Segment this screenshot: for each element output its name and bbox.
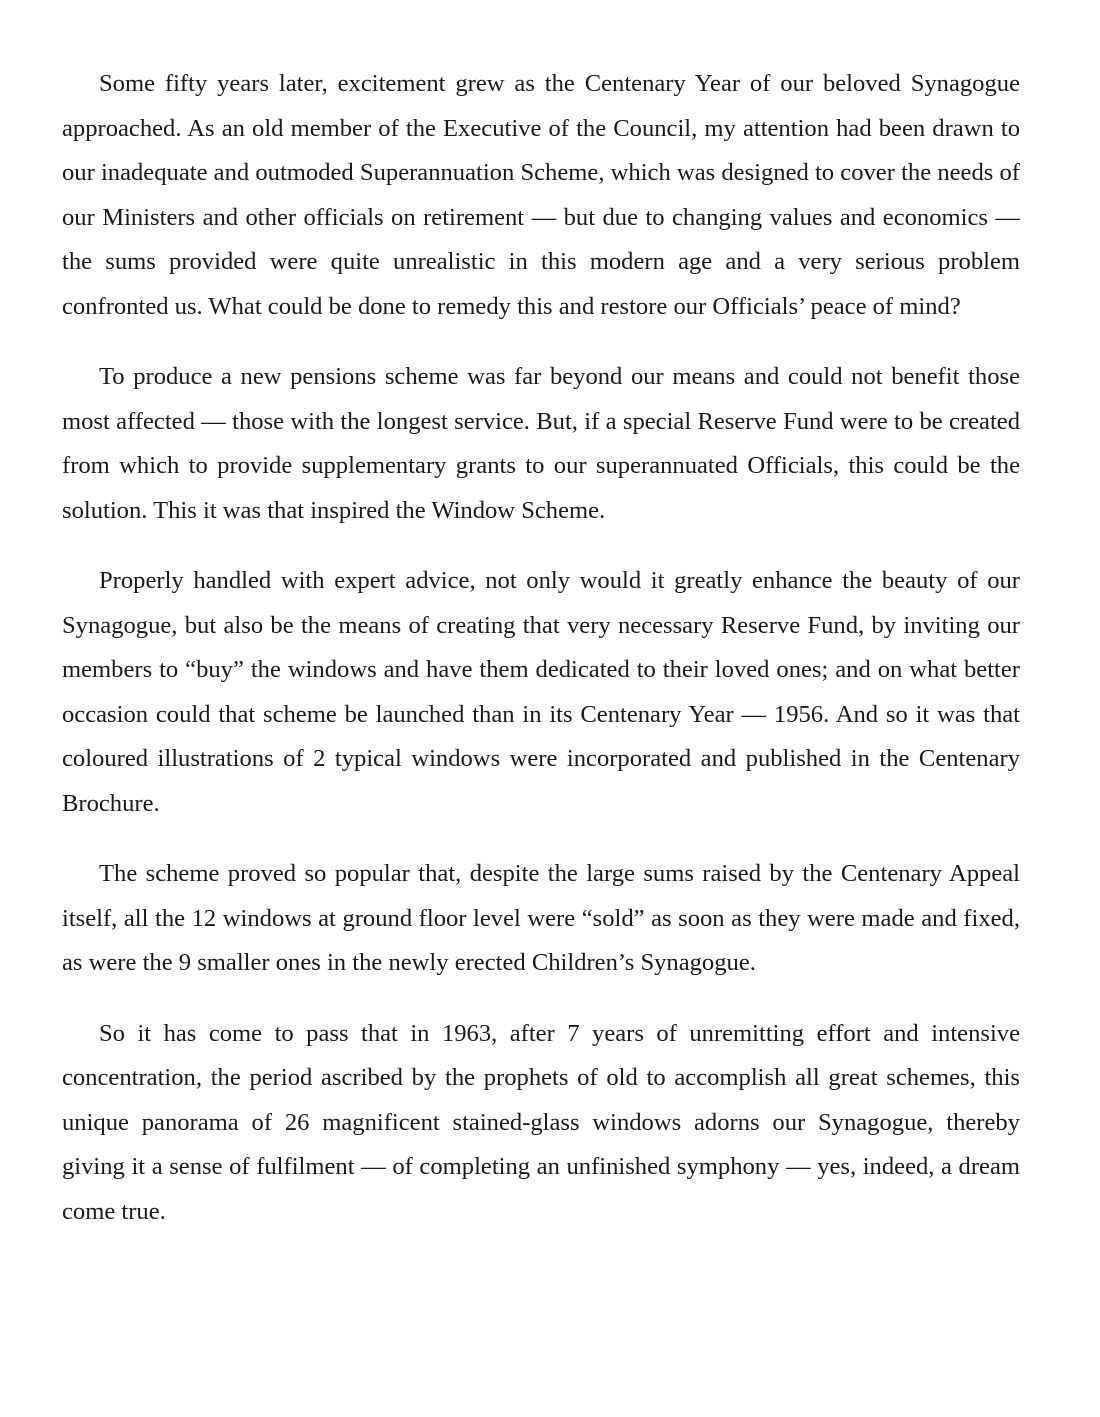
paragraph-fulfilment: So it has come to pass that in 1963, after 7 years of unremitting effort and intensive concentration, the period ascribed by the prophets of old to accomplish all great schemes, this unique panorama of 26 magnificent stained-glass windows adorns our Synagogue, thereby giving it a sense of fulfilment — of completing an unfinished symphony — yes, indeed, a dream come true.	[62, 1019, 1020, 1225]
paragraph-scheme-popularity: The scheme proved so popular that, despite the large sums raised by the Centenary Appeal itself, all the 12 windows at ground floor level were “sold” as soon as they were made and fixed, as were the 9 smaller ones in the newly erected Children’s Synagogue.	[62, 860, 1020, 976]
document-page	[62, 62, 1020, 1234]
paragraph-reserve-fund: To produce a new pensions scheme was far beyond our means and could not benefit those most affected — those with the longest service. But, if a special Reserve Fund were to be created from which to provide supplementary grants to our superannuated Officials, this could be the solution. This it was that inspired the Window Scheme.	[62, 363, 1020, 524]
paragraph-window-scheme: Properly handled with expert advice, not only would it greatly enhance the beauty of our Synagogue, but also be the means of creating that very necessary Reserve Fund, by inviting our members to “buy” the windows and have them dedicated to their loved ones; and on what better occasion could that scheme be launched than in its Centenary Year — 1956. And so it was that coloured illustrations of 2 typical windows were incorporated and published in the Centenary Brochure.	[62, 567, 1020, 817]
paragraph-centenary-approach: Some fifty years later, excitement grew as the Centenary Year of our beloved Synagogue approached. As an old member of the Executive of the Council, my attention had been drawn to our inadequate and outmoded Superannuation Scheme, which was designed to cover the needs of our Ministers and other officials on retirement — but due to changing values and economics — the sums provided were quite unrealistic in this modern age and a very serious problem confronted us. What could be done to remedy this and restore our Officials’ peace of mind?	[62, 70, 1020, 320]
